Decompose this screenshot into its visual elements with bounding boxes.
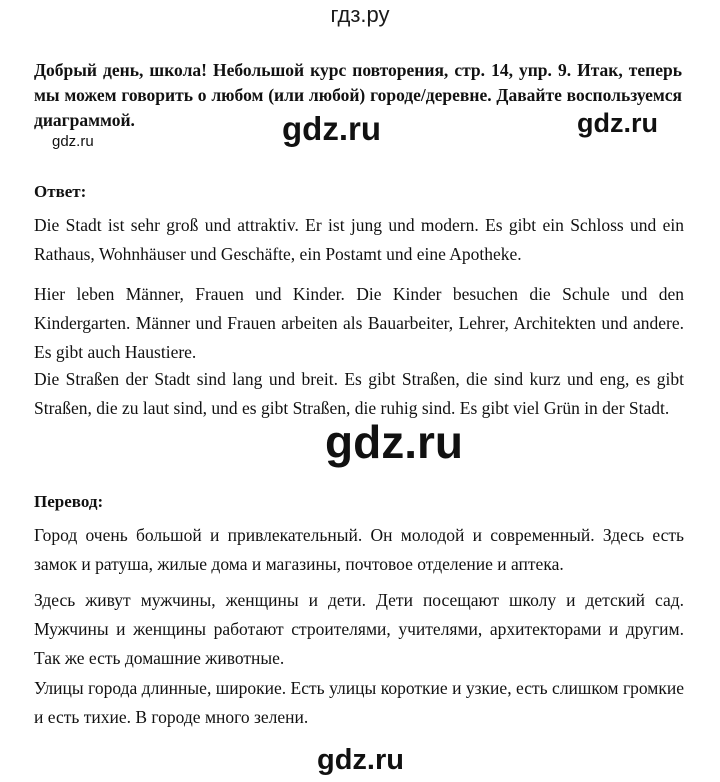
translation-label: Перевод: <box>34 492 104 511</box>
site-header: гдз.ру <box>330 2 390 27</box>
watermark-small: gdz.ru <box>52 133 94 150</box>
translation-paragraph: Улицы города длинные, широкие. Есть улицы короткие и узкие, есть слишком громкие и есть тихие. В городе много зелени. <box>34 678 684 727</box>
watermark-footer: gdz.ru <box>317 744 404 776</box>
answer-paragraph: Die Stadt ist sehr groß und attraktiv. Er ist jung und modern. Es gibt ein Schloss und ein Rathaus, Wohnhäuser und Geschäfte, ein Postamt und eine Apotheke. <box>34 215 684 264</box>
answer-label: Ответ: <box>34 182 87 201</box>
translation-paragraph: Здесь живут мужчины, женщины и дети. Дети посещают школу и детский сад. Мужчины и женщины работают строителями, учителями, архитекторами и другим. Так же есть домашние животные. <box>34 590 684 668</box>
watermark-large-1: gdz.ru <box>282 110 381 147</box>
task-text: Добрый день, школа! Небольшой курс повторения, стр. 14, упр. 9. Итак, теперь мы можем говорить о любом (или любой) городе/деревне. Давайте воспользуемся диаграммой. <box>34 60 682 130</box>
answer-paragraph: Die Straßen der Stadt sind lang und breit. Es gibt Straßen, die sind kurz und eng, es gibt Straßen, die zu laut sind, und es gibt Straßen, die ruhig sind. Es gibt viel Grün in der Stadt. <box>34 369 684 418</box>
translation-paragraph: Город очень большой и привлекательный. Он молодой и современный. Здесь есть замок и ратуша, жилые дома и магазины, почтовое отделение и аптека. <box>34 525 684 574</box>
answer-paragraph: Hier leben Männer, Frauen und Kinder. Die Kinder besuchen die Schule und den Kindergarten. Männer und Frauen arbeiten als Bauarbeiter, Lehrer, Architekten und andere. Es gibt auch Haustiere. <box>34 284 684 362</box>
watermark-large-2: gdz.ru <box>577 108 658 138</box>
watermark-center: gdz.ru <box>325 416 463 468</box>
